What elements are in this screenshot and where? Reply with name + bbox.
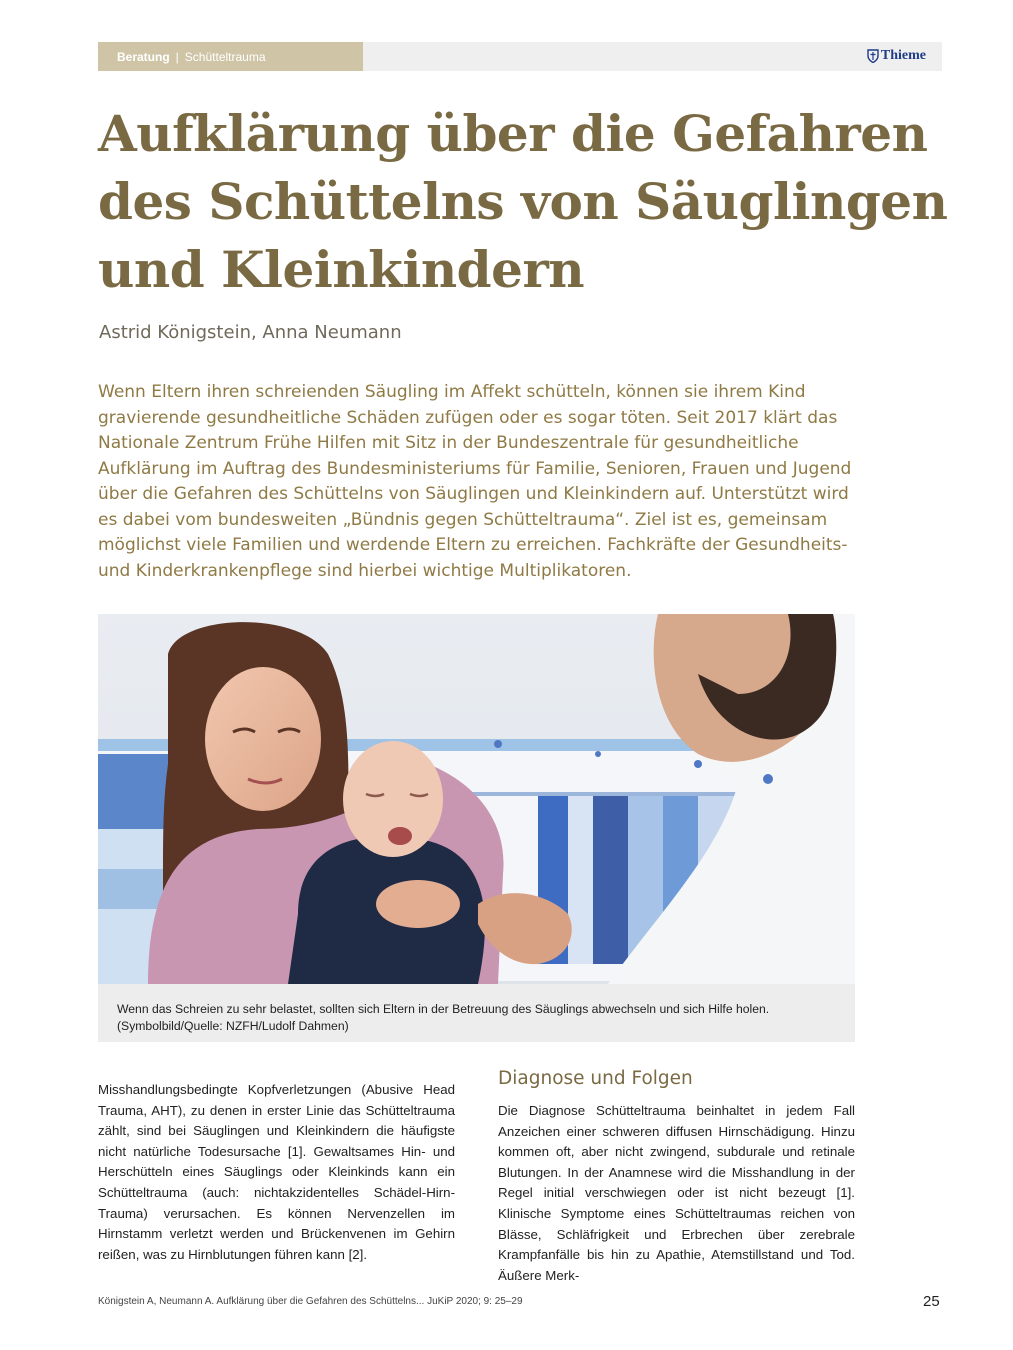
- figure-caption-box: [98, 984, 855, 1042]
- thieme-shield-icon: [867, 49, 879, 63]
- article-title: Aufklärung über die Gefahren des Schüttelns von Säuglingen und Kleinkindern: [98, 104, 948, 299]
- logo-text: Thieme: [880, 48, 926, 63]
- section-label: Beratung: [117, 49, 170, 64]
- topic-label: Schütteltrauma: [184, 49, 266, 64]
- section-heading: Diagnose und Folgen: [498, 1068, 693, 1089]
- article-authors: Astrid Königstein, Anna Neumann: [99, 322, 402, 343]
- article-photo: [98, 614, 855, 984]
- article-lead: Wenn Eltern ihren schreienden Säugling im Affekt schütteln, können sie ihrem Kind gravierende gesundheitliche Schäden zufügen oder es sogar töten. Seit 2017 klärt das Nationale Zentrum Frühe Hilfen mit Sitz in der Bundeszentrale für gesundheitliche Aufklärung im Auftrag des Bundesministeriums für Familie, Senioren, Frauen und Jugend über die Gefahren des Schüttelns von Säuglingen und Kleinkindern auf. Unterstützt wird es dabei vom bundesweiten „Bündnis gegen Schütteltrauma“. Ziel ist es, gemeinsam möglichst viele Familien und werdende Eltern zu erreichen. Fachkräfte der Gesundheits- und Kinderkrankenpflege sind hierbei wichtige Multiplikatoren.: [98, 382, 852, 581]
- body-paragraph-right: Die Diagnose Schütteltrauma beinhaltet in jedem Fall Anzeichen einer schweren diffusen Hirnschädigung. Hinzu kommen oft, aber nicht zwingend, subdurale und retinale Blutungen. In der Anamnese wird die Misshandlung in der Regel initial verschwiegen oder ist nicht bezeugt [1]. Klinische Symptome eines Schütteltraumas reichen von Blässe, Schläfrigkeit und Erbrechen über zerebrale Krampfanfälle bis hin zu Apathie, Atemstillstand und Tod. Äußere Merk-: [498, 1103, 855, 1283]
- section-separator: |: [175, 49, 179, 64]
- publisher-logo: [867, 48, 926, 64]
- figure-caption: Wenn das Schreien zu sehr belastet, sollten sich Eltern in der Betreuung des Säuglings abwechseln und sich Hilfe holen. (Symbolbild/Quelle: NZFH/Ludolf Dahmen): [117, 1002, 770, 1033]
- body-paragraph-left: Misshandlungsbedingte Kopfverletzungen (Abusive Head Trauma, AHT), zu denen in erster Linie das Schütteltrauma zählt, sind bei Säuglingen und Kleinkindern die häufigste nicht natürliche Todesursache [1]. Gewaltsames Hin- und Herschütteln eines Säuglings oder Kleinkinds kann ein Schütteltrauma (auch: nichtakzidentelles Schädel-Hirn-Trauma) verursachen. Es können Nervenzellen im Hirnstamm verletzt werden und Brückenvenen im Gehirn reißen, was zu Hirnblutungen führen kann [2].: [98, 1082, 455, 1262]
- section-tag: [98, 42, 363, 71]
- footer-citation: Königstein A, Neumann A. Aufklärung über die Gefahren des Schüttelns... JuKiP 2020; 9: 25–29: [98, 1296, 523, 1307]
- header-bar: [363, 42, 942, 71]
- page-number: 25: [923, 1293, 940, 1310]
